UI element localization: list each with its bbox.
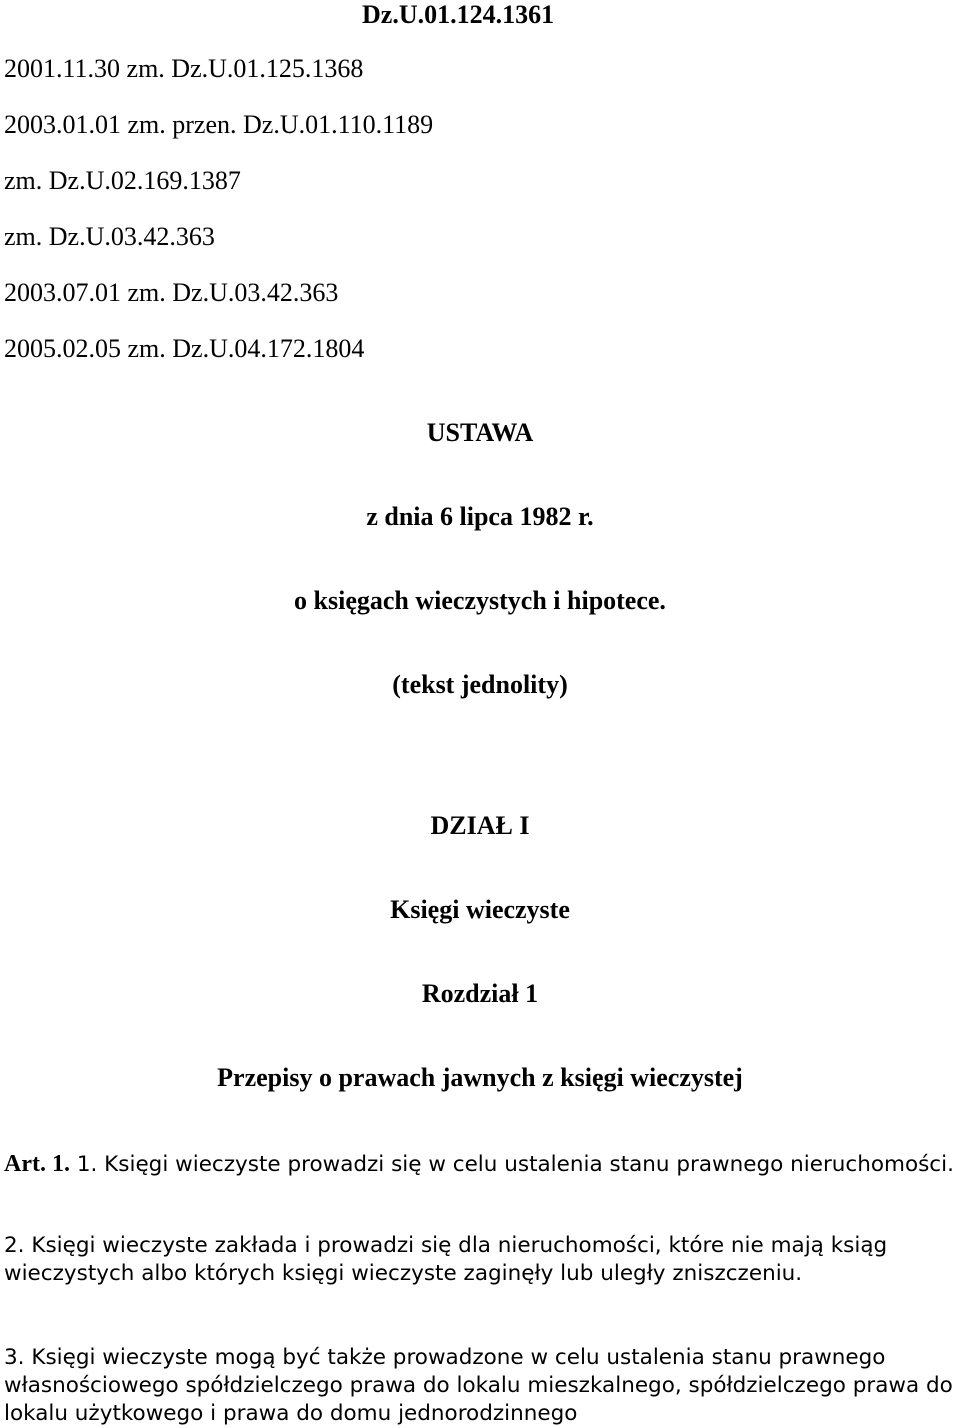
amendment-line: zm. Dz.U.03.42.363 bbox=[4, 222, 215, 251]
act-type: USTAWA bbox=[426, 418, 534, 447]
journal-id: Dz.U.01.124.1361 bbox=[362, 0, 555, 29]
amendment-line: 2003.07.01 zm. Dz.U.03.42.363 bbox=[4, 278, 339, 307]
amendment-line: 2001.11.30 zm. Dz.U.01.125.1368 bbox=[4, 54, 364, 83]
amendment-line: zm. Dz.U.02.169.1387 bbox=[4, 166, 241, 195]
chapter-label: Rozdział 1 bbox=[421, 979, 539, 1008]
paragraph-text: 1. Księgi wieczyste prowadzi się w celu ustalenia stanu prawnego nieruchomości. bbox=[76, 1152, 954, 1177]
division-name: Księgi wieczyste bbox=[390, 895, 570, 924]
article-paragraph-1 bbox=[4, 1149, 956, 1179]
chapter-name: Przepisy o prawach jawnych z księgi wieczystej bbox=[217, 1063, 743, 1092]
act-note: (tekst jednolity) bbox=[392, 670, 568, 699]
article-paragraph-3: 3. Księgi wieczyste mogą być także prowadzone w celu ustalenia stanu prawnego własnościowego spółdzielczego prawa do lokalu mieszkalnego, spółdzielczego prawa do lokalu użytkowego i prawa do domu jednorodzinnego bbox=[4, 1345, 953, 1426]
article-paragraph-2: 2. Księgi wieczyste zakłada i prowadzi się dla nieruchomości, które nie mają ksiąg wieczystych albo których księgi wieczyste zaginęły lub uległy zniszczeniu. bbox=[4, 1233, 888, 1286]
amendment-line: 2003.01.01 zm. przen. Dz.U.01.110.1189 bbox=[4, 110, 434, 139]
act-date: z dnia 6 lipca 1982 r. bbox=[366, 502, 594, 531]
division-label: DZIAŁ I bbox=[430, 811, 530, 840]
amendment-line: 2005.02.05 zm. Dz.U.04.172.1804 bbox=[4, 334, 365, 363]
act-subject: o księgach wieczystych i hipotece. bbox=[294, 586, 666, 615]
article-label: Art. 1. bbox=[4, 1151, 70, 1177]
